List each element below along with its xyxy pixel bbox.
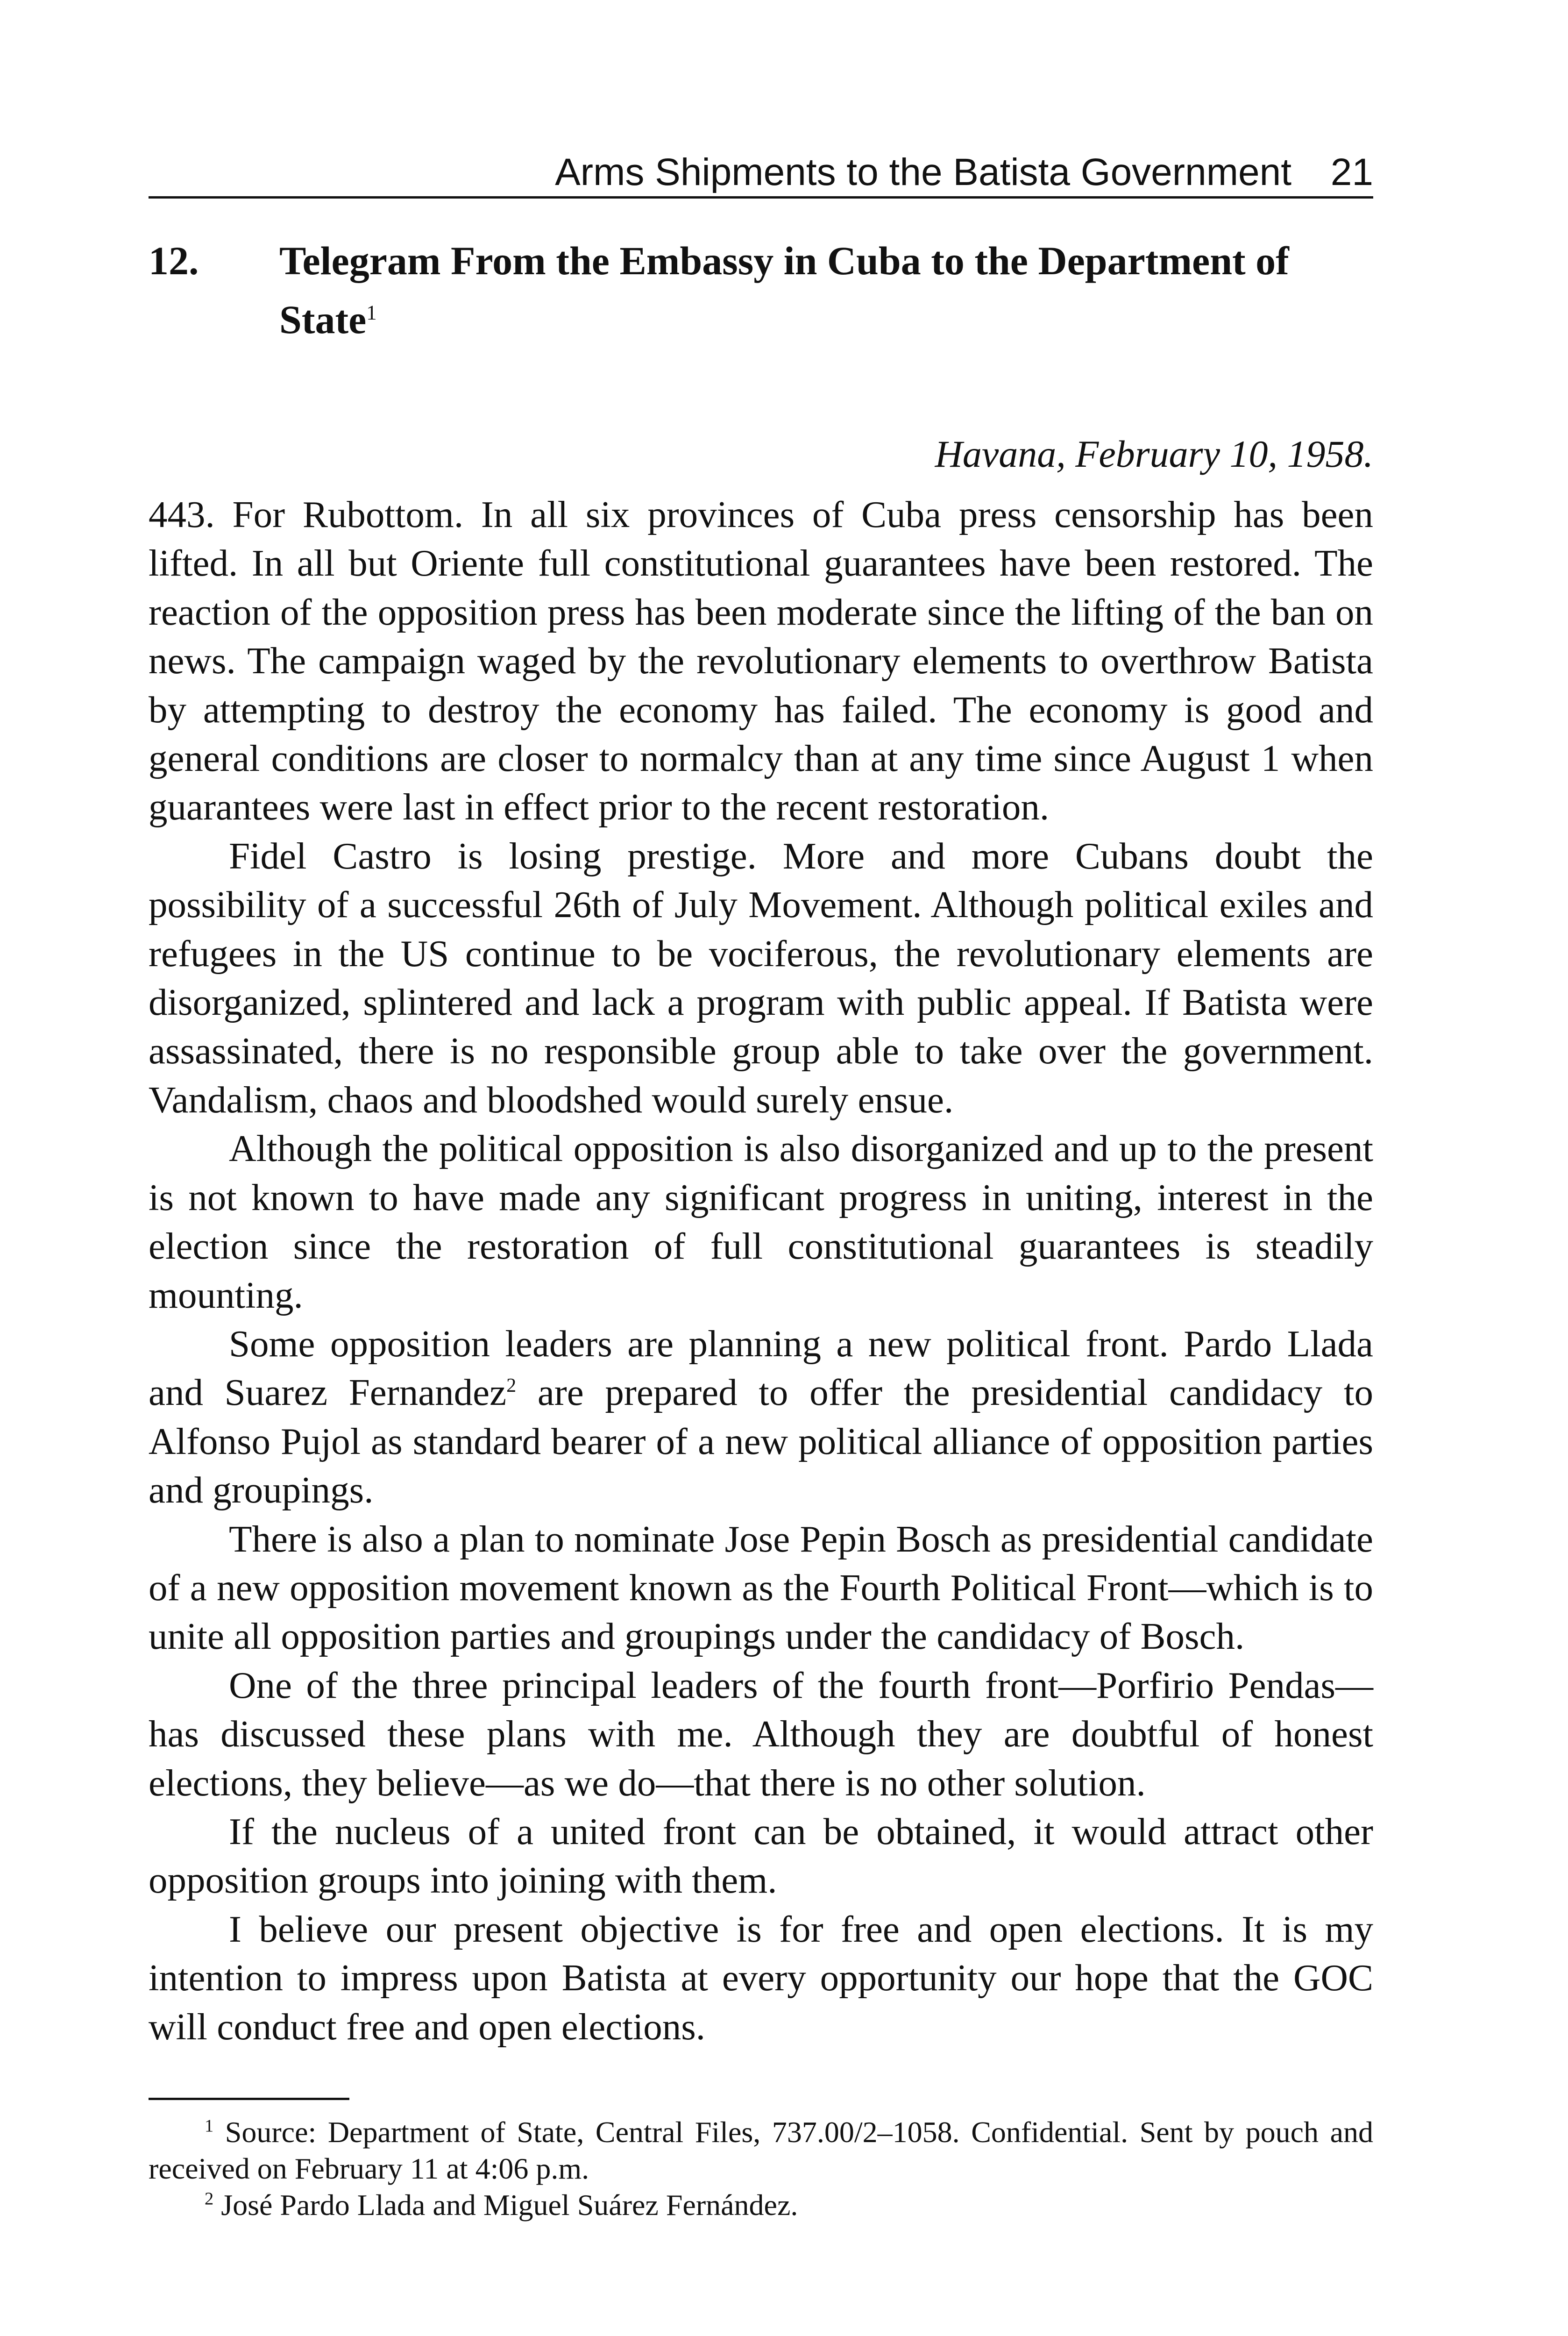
paragraph-3: Although the political opposition is also disorganized and up to the present is not known to have made any significant progress in uniting, interest in the election since the restoration of full constitutional guarantees is steadily mounting. (149, 1127, 1373, 1316)
footnotes (149, 2114, 1373, 2223)
paragraph-4-part-2: are prepared to offer the presidential candidacy to Alfonso Pujol as standard bearer of a new political alliance of opposition parties and groupings. (149, 1371, 1373, 1511)
document-title-text: Telegram From the Embassy in Cuba to the Department of State (279, 238, 1289, 342)
paragraph-6: One of the three principal leaders of the fourth front—Porfirio Pendas—has discussed these plans with me. Although they are doubtful of honest elections, they believe—as we do—that there is no other solution. (149, 1664, 1373, 1804)
footnote-2-marker: 2 (205, 2189, 214, 2209)
footnote-reference-1: 1 (366, 300, 377, 324)
footnote-1 (149, 2114, 1373, 2187)
footnote-2-text: José Pardo Llada and Miguel Suárez Fernández. (213, 2188, 798, 2222)
book-page (149, 117, 1373, 2223)
paragraph-1: 443. For Rubottom. In all six provinces of Cuba press censorship has been lifted. In all but Oriente full constitutional guarantees have been restored. The reaction of the opposition press has been moderate since the lifting of the ban on news. The campaign waged by the revolutionary elements to overthrow Batista by attempting to destroy the economy has failed. The economy is good and general conditions are closer to normalcy than at any time since August 1 when guarantees were last in effect prior to the recent restoration. (149, 493, 1373, 828)
document-title (279, 231, 1373, 349)
paragraph-8: I believe our present objective is for free and open elections. It is my intention to impress upon Batista at every opportunity our hope that the GOC will conduct free and open elections. (149, 1908, 1373, 2048)
telegram-body (149, 490, 1373, 2051)
page-number: 21 (1330, 151, 1373, 193)
footnote-2 (149, 2187, 1373, 2223)
paragraph-4-part-1: Some opposition leaders are planning a new political front. Pardo Llada and Suarez Fernandez (149, 1322, 1373, 1414)
running-head-title: Arms Shipments to the Batista Government (555, 151, 1291, 193)
footnote-1-text: Source: Department of State, Central Files, 737.00/2–1058. Confidential. Sent by pouch and received on February 11 at 4:06 p.m. (149, 2115, 1373, 2185)
paragraph-7: If the nucleus of a united front can be obtained, it would attract other opposition groups into joining with them. (149, 1810, 1373, 1902)
paragraph-2: Fidel Castro is losing prestige. More and more Cubans doubt the possibility of a successful 26th of July Movement. Although political exiles and refugees in the US continue to be vociferous, the revolutionary elements are disorganized, splintered and lack a program with public appeal. If Batista were assassinated, there is no responsible group able to take over the government. Vandalism, chaos and bloodshed would surely ensue. (149, 834, 1373, 1121)
footnote-1-marker: 1 (205, 2116, 214, 2136)
footnote-divider (149, 2098, 349, 2100)
document-heading (149, 231, 1373, 349)
document-number: 12. (149, 238, 199, 283)
footnote-reference-2: 2 (506, 1375, 517, 1397)
running-head (149, 117, 1373, 199)
paragraph-4 (149, 1319, 1373, 1515)
paragraph-5: There is also a plan to nominate Jose Pepin Bosch as presidential candidate of a new opposition movement known as the Fourth Political Front—which is to unite all opposition parties and groupings under the candidacy of Bosch. (149, 1517, 1373, 1658)
dateline: Havana, February 10, 1958. (935, 433, 1373, 475)
